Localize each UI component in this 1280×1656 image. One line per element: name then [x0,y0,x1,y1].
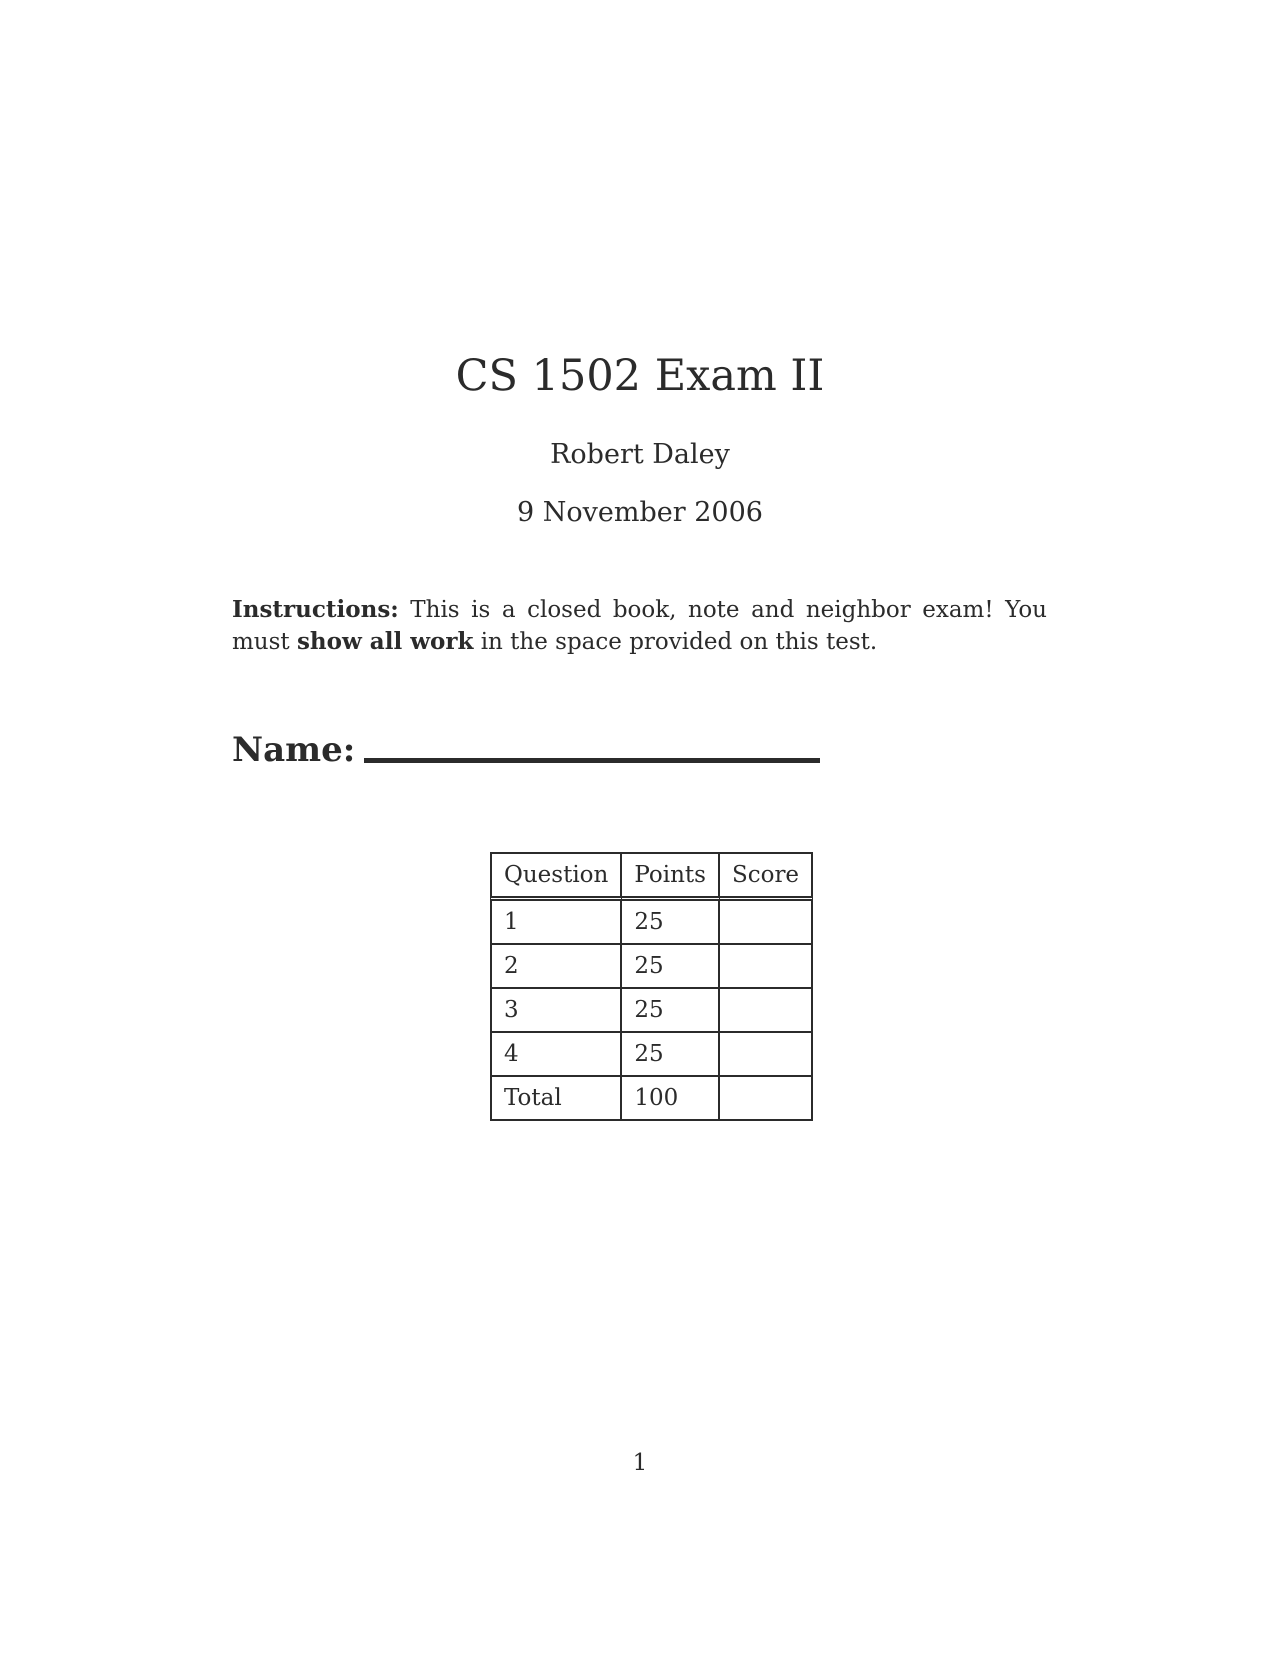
question-cell: 3 [490,989,622,1033]
name-label: Name: [232,730,356,770]
score-cell[interactable] [720,901,813,945]
exam-date: 9 November 2006 [517,497,763,528]
points-cell: 25 [622,901,720,945]
points-cell: 100 [622,1077,720,1121]
header-score: Score [720,852,813,901]
question-cell: 4 [490,1033,622,1077]
score-table-header-row [490,852,813,901]
name-blank-line[interactable] [364,758,820,763]
header-question: Question [490,852,622,901]
score-table [490,852,813,1121]
points-cell: 25 [622,945,720,989]
exam-title: CS 1502 Exam II [455,351,825,401]
score-cell[interactable] [720,945,813,989]
question-cell: Total [490,1077,622,1121]
instructions-label: Instructions: [232,596,399,623]
page-number: 1 [632,1450,648,1476]
question-cell: 1 [490,901,622,945]
instructions-paragraph [232,594,1047,658]
points-cell: 25 [622,989,720,1033]
table-row [490,945,813,989]
author-name: Robert Daley [550,439,730,470]
instructions-emphasis: show all work [296,628,474,655]
score-cell[interactable] [720,989,813,1033]
table-row [490,901,813,945]
table-row-total [490,1077,813,1121]
table-row [490,1033,813,1077]
instructions-text-1: This is a closed book, note and neighbor exam! You must [232,597,1047,655]
name-field-row [232,728,1032,776]
question-cell: 2 [490,945,622,989]
score-cell[interactable] [720,1077,813,1121]
table-row [490,989,813,1033]
header-points: Points [622,852,720,901]
points-cell: 25 [622,1033,720,1077]
score-cell[interactable] [720,1033,813,1077]
instructions-text-2: in the space provided on this test. [473,629,878,655]
